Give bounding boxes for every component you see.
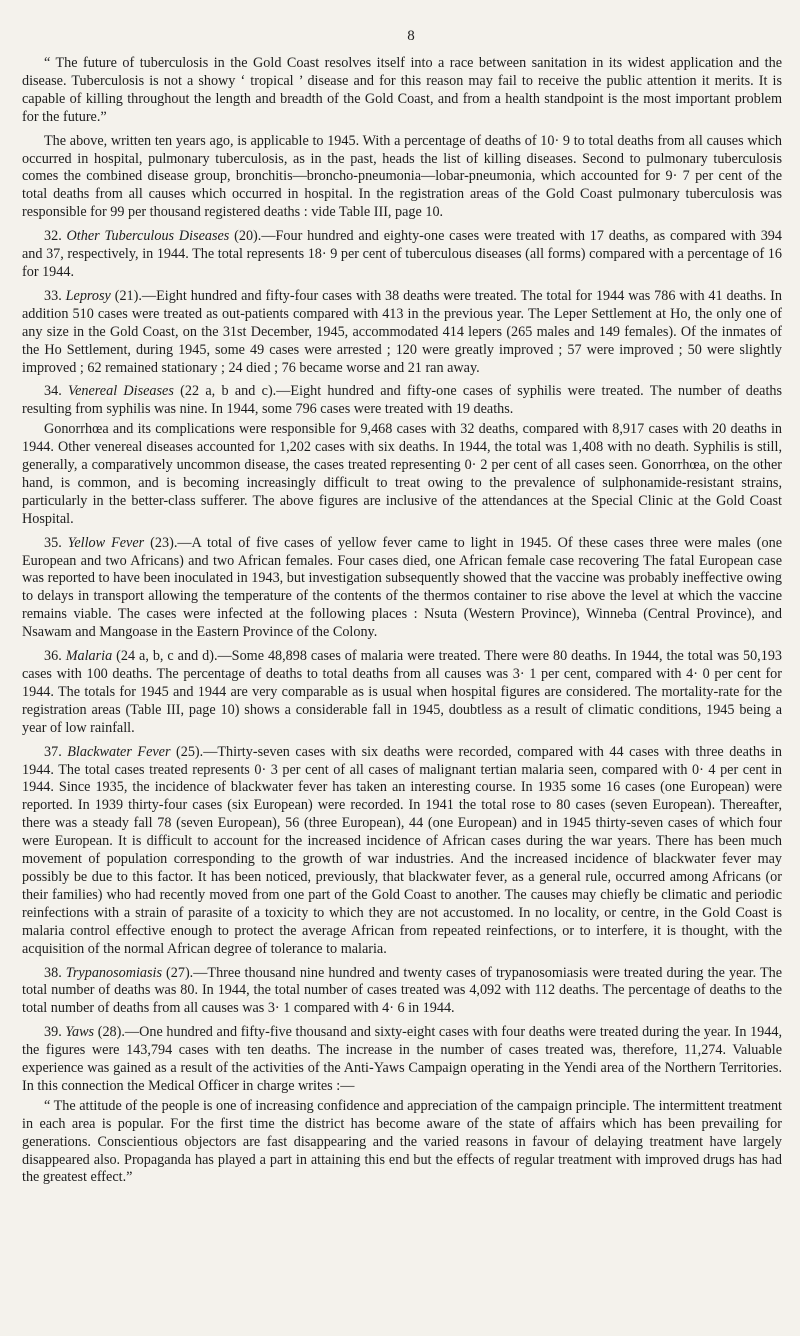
section-number: 34. [44, 383, 62, 400]
section-body: (25).—Thirty-seven cases with six deaths were recorded, compared with 44 cases with three deaths in 1944. The total cases treated represents 0· 3 per cent of all cases of malignant tertian malaria seen, compared with 0· 4 per cent in 1944. Since 1935, the incidence of blackwater fever has taken an interesting course. In 1935 some 16 cases (one European) were reported. In 1939 thirty-four cases (six European) were recorded. In 1941 the total rose to 80 cases (seven European). Thereafter, there was a steady fall 78 (seven European), 56 (three European), 44 (one European) and in 1945 thirty-seven cases of which four were European. It is difficult to account for the increased incidence of African cases during the war years. There has been much movement of population corresponding to the growth of war industries. And the increased incidence of blackwater fever may possibly be due to this factor. It has been noticed, previously, that blackwater fever, as a general rule, occurred among Africans (or their families) who had recently moved from one part of the Gold Coast to another. The causes may chiefly be climatic and periodic reinfections with a strain of parasite of a toxicity to which they are not accustomed. In no locality, or centre, in the Gold Coast is malaria control effective enough to protect the average African from repeated reinfections, or to interfere, it is thought, with the acquisition of the normal African degree of tolerance to malaria. [22, 743, 783, 957]
paragraph-32 [22, 228, 782, 282]
section-number: 37. [44, 743, 62, 760]
section-heading: Blackwater Fever [67, 743, 171, 760]
paragraph-36 [22, 648, 782, 738]
section-number: 36. [44, 648, 62, 665]
paragraph-39 [22, 1024, 782, 1096]
section-number: 38. [44, 964, 62, 981]
section-heading: Leprosy [65, 287, 111, 304]
quote-yaws: “ The attitude of the people is one of increasing confidence and appreciation of the campaign principle. The intermittent treatment in each area is popular. For the first time the district has become aware of the state of affairs which has been prevailing for generations. Conscientious objectors are fast disappearing and the varied reasons in favour of delaying treatment have largely disappeared also. Propaganda has played a part in attaining this end but the effects of regular treatment with improved drugs has had the greatest effect.” [22, 1097, 782, 1186]
section-heading: Venereal Diseases [68, 383, 174, 400]
paragraph-35 [22, 535, 782, 642]
paragraph-38 [22, 965, 782, 1019]
section-number: 39. [44, 1024, 62, 1041]
section-number: 33. [44, 287, 62, 304]
page-number: 8 [407, 28, 415, 44]
paragraph-34 [22, 383, 782, 419]
quote-intro: “ The future of tuberculosis in the Gold Coast resolves itself into a race between sanitation in its widest application and the disease. Tuberculosis is not a showy ‘ tropical ’ disease and for this reason may fail to receive the public attention it merits. It is capable of killing throughout the length and breadth of the Gold Coast, and from a health standpoint is the most important problem for the future.” [22, 55, 782, 125]
paragraph-33 [22, 288, 782, 378]
section-body: (20).—Four hundred and eighty-one cases were treated with 17 deaths, as compared with 394 and 37, respectively, in 1944. The total represents 18· 9 per cent of tuberculous diseases (all forms) compared with a percentage of 16 for 1944. [22, 228, 782, 280]
section-body: (22 a, b and c).—Eight hundred and fifty-one cases of syphilis were treated. The number of deaths resulting from syphilis was nine. In 1944, some 796 cases were treated with 19 deaths. [22, 383, 783, 418]
section-heading: Yellow Fever [67, 534, 145, 551]
section-heading: Malaria [65, 648, 113, 665]
section-heading: Trypanosomiasis [65, 964, 162, 981]
section-heading: Yaws [65, 1024, 95, 1041]
section-body: (27).—Three thousand nine hundred and twenty cases of trypanosomiasis were treated during the year. The total number of deaths was 80. In 1944, the total number of cases treated was 4,092 with 112 deaths. The percentage of deaths to the total number of deaths from all causes was 3· 1 compared with 4· 6 in 1944. [22, 964, 782, 1017]
section-body: (23).—A total of five cases of yellow fever came to light in 1945. Of these cases three were males (one European and two Africans) and two African females. Four cases died, one African female case recovering The fatal European case was reported to have been inoculated in 1943, but investigation subsequently showed that the vaccine was probably ineffective owing to delays in transport allowing the temperature of the contents of the thermos container to rise above the level at which the vaccine remains viable. The cases were infected at the following places : Nsuta (Western Province), Winneba (Central Province), and Nsawam and Mangoase in the Eastern Province of the Colony. [22, 534, 783, 641]
paragraph-37 [22, 744, 782, 959]
section-heading: Other Tuberculous Diseases [66, 228, 230, 245]
section-body: (24 a, b, c and d).—Some 48,898 cases of malaria were treated. There were 80 deaths. In 1944, the total was 50,193 cases with 100 deaths. The percentage of deaths to total deaths from all causes was 3· 1 per cent, compared with 4· 0 per cent for 1944. The totals for 1945 and 1944 are very comparable as is usual when hospital figures are considered. The mortality-rate for the registration areas (Table III, page 10) shows a considerable fall in 1945, doubtless as a result of climatic conditions, 1945 being a year of low rainfall. [22, 648, 783, 736]
section-body: (21).—Eight hundred and fifty-four cases with 38 deaths were treated. The total for 1944 was 786 with 41 deaths. In addition 510 cases were treated as out-patients compared with 413 in the previous year. The Leper Settlement at Ho, the only one of any size in the Gold Coast, on the 31st December, 1945, accommodated 414 lepers (265 males and 149 females). Of the inmates of the Ho Settlement, during 1945, some 49 cases were arrested ; 120 were greatly improved ; 57 were improved ; 50 were slightly improved ; 62 remained stationary ; 24 died ; 76 became worse and 21 ran away. [22, 287, 783, 376]
section-number: 32. [44, 228, 62, 245]
section-number: 35. [44, 534, 62, 551]
paragraph-34-gonorrhoea: Gonorrhœa and its complications were responsible for 9,468 cases with 32 deaths, compared with 8,917 cases with 20 deaths in 1944. Other venereal diseases accounted for 1,202 cases with six deaths. In 1944, the total was 1,408 with no death. Syphilis is still, generally, a comparatively uncommon disease, the cases treated representing 0· 2 per cent of all cases seen. Gonorrhœa, on the other hand, is common, and is becoming increasingly difficult to treat owing to the prevalence of sulphonamide-resistant strains, particularly in the better-class sufferer. The above figures are inclusive of the attendances at the Special Clinic at the Gold Coast Hospital. [22, 421, 782, 527]
section-body: (28).—One hundred and fifty-five thousand and sixty-eight cases with four deaths were treated during the year. In 1944, the figures were 143,794 cases with ten deaths. The increase in the number of cases treated was, therefore, 11,274. Valuable experience was gained as a result of the activities of the Anti-Yaws Campaign operating in the Yendi area of the Northern Territories. In this connection the Medical Officer in charge writes :— [22, 1024, 783, 1094]
paragraph-tb-applicable: The above, written ten years ago, is applicable to 1945. With a percentage of deaths of 10· 9 to total deaths from all causes which occurred in hospital, pulmonary tuberculosis, as in the past, heads the list of killing diseases. Second to pulmonary tuberculosis comes the combined disease group, bronchitis—broncho-pneumonia—lobar-pneumonia, which accounted for 9· 7 per cent of the total deaths from all causes which occurred in hospital. In the registration areas of the Gold Coast pulmonary tuberculosis was responsible for 99 per thousand registered deaths : vide Table III, page 10. [22, 132, 782, 221]
